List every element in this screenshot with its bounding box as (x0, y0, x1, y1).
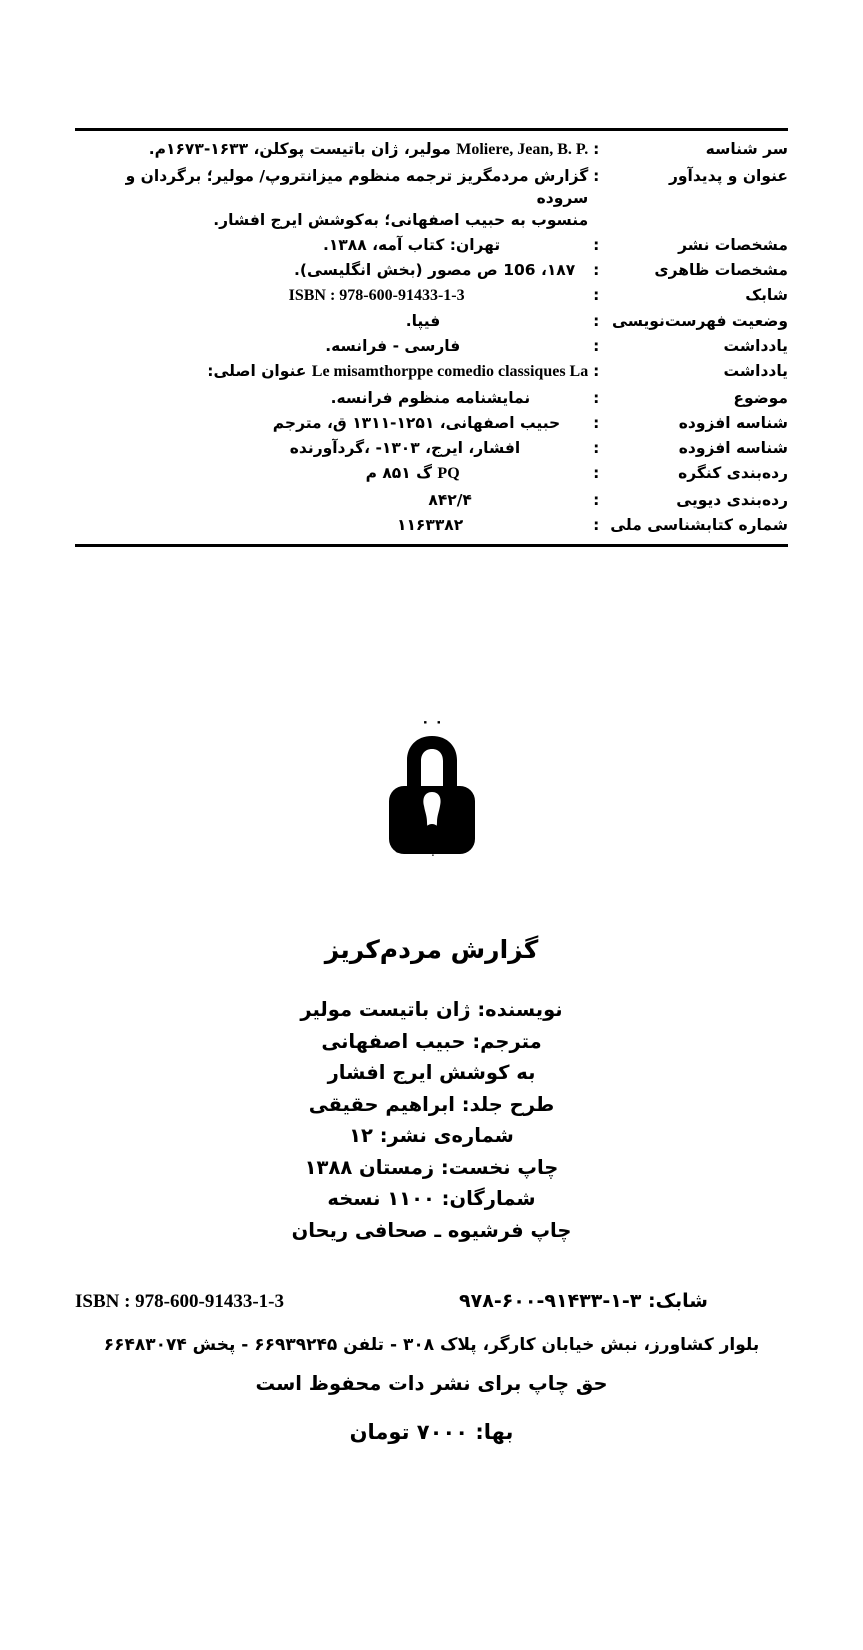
table-row (75, 309, 788, 334)
credit-cover-designer: طرح جلد: ابراهیم حقیقی (308, 1092, 555, 1116)
cip-colon: : (593, 515, 600, 534)
table-row (75, 488, 788, 513)
cip-top-rule (75, 128, 788, 131)
table-row (75, 233, 788, 258)
cip-colon: : (593, 260, 600, 279)
cip-label: رده‌بندی دیویی (676, 490, 788, 509)
cip-label: مشخصات ظاهری (654, 260, 788, 279)
cip-colon: : (593, 312, 600, 331)
cip-value: ۱۸۷، 106 ص مصور (بخش انگلیسی). (294, 260, 576, 279)
cip-value: ۸۴۲/۴ (428, 490, 472, 509)
table-row (75, 411, 788, 436)
page-title: گزارش مردم‌کریز (324, 935, 539, 964)
cip-colon: : (593, 337, 600, 356)
cip-value-persian: عنوان اصلی: (207, 362, 307, 381)
cip-table (75, 137, 788, 538)
cip-bottom-rule (75, 544, 788, 547)
cip-value (75, 283, 590, 310)
table-row (75, 386, 788, 411)
credit-printer-binder: چاپ فرشیوه ـ صحافی ریحان (291, 1219, 572, 1243)
cip-value: نمایشنامه منظوم فرانسه. (330, 389, 531, 408)
cip-value-original-title: Le misamthorppe comedio classiques La (311, 363, 589, 381)
credit-translator: مترجم: حبیب اصفهانی (321, 1029, 542, 1053)
colophon-block (0, 935, 863, 1247)
isbn-latin: ISBN : 978-600-91433-1-3 (75, 1291, 284, 1312)
registration-marks: ٠ ٠ (421, 714, 443, 730)
cip-label: یادداشت (723, 362, 788, 381)
cip-colon: : (593, 140, 600, 158)
publisher-address: بلوار کشاورز، نبش خیابان کارگر، پلاک ۳۰۸ - تلفن ۶۶۹۳۹۲۴۵ - پخش ۶۶۴۸۳۰۷۴ (103, 1335, 760, 1355)
cip-value (75, 164, 590, 233)
cip-value: افشار، ایرج، ۱۳۰۳- ،گردآورنده (289, 439, 521, 458)
table-row (75, 283, 788, 310)
cip-colon: : (593, 389, 600, 408)
cip-label: شماره کتابشناسی ملی (610, 515, 788, 534)
cip-colon: : (593, 285, 600, 304)
cip-label: موضوع (733, 389, 788, 408)
table-row (75, 461, 788, 488)
cip-label: شابک (745, 285, 788, 304)
cip-label: سر شناسه (705, 140, 788, 158)
cip-value: تهران: کتاب آمه، ۱۳۸۸. (322, 235, 501, 254)
cip-value-isbn: ISBN : 978-600-91433-1-3 (288, 286, 465, 304)
isbn-line (60, 1290, 788, 1313)
credit-author: نویسنده: ژان باتیست مولیر (300, 998, 563, 1021)
table-row (75, 359, 788, 386)
cip-label: شناسه افزوده (678, 439, 788, 458)
cip-value: فیپا. (405, 312, 441, 331)
credit-publication-number: شماره‌ی نشر: ۱۲ (349, 1124, 514, 1148)
table-row (75, 334, 788, 359)
cip-label: عنوان و پدیدآور (668, 166, 788, 185)
cip-value-lc-class: PQ (437, 465, 460, 483)
cip-value-persian: مولیر، ژان باتیست پوکلن، ۱۶۳۳-۱۶۷۳م. (148, 140, 451, 158)
cip-colon: : (593, 464, 600, 483)
table-row (75, 258, 788, 283)
cip-colon: : (593, 439, 600, 458)
cip-colon: : (593, 490, 600, 509)
cip-label: شناسه افزوده (678, 414, 788, 433)
table-row (75, 164, 788, 233)
isbn-persian: شابک: ۳-۱-۹۱۴۳۳-۶۰۰-۹۷۸ (459, 1290, 708, 1312)
cip-colon: : (593, 362, 600, 381)
cip-label: یادداشت (723, 337, 788, 356)
cip-value: ۱۱۶۳۳۸۲ (397, 515, 464, 534)
cip-value (75, 359, 590, 386)
table-row (75, 436, 788, 461)
publisher-logo-area (0, 700, 863, 858)
cip-label: رده‌بندی کنگره (678, 464, 788, 483)
table-row (75, 137, 788, 164)
cip-value-persian-2: منسوب به حبیب اصفهانی؛ به‌کوشش ایرج افشار. (213, 210, 589, 229)
cip-value-persian: گزارش مردمگریز ترجمه منظوم میزانتروپ/ مولیر؛ برگردان و سروده (125, 166, 589, 207)
cip-label: مشخصات نشر (678, 235, 788, 254)
cip-value (75, 137, 590, 164)
cip-value-latin: Moliere, Jean, B. P. (456, 141, 589, 158)
cip-value (75, 461, 590, 488)
credit-editor: به کوشش ایرج افشار (327, 1061, 536, 1085)
credit-first-edition: چاپ نخست: زمستان ۱۳۸۸ (304, 1155, 559, 1179)
publisher-name-caption: کتاب‌آمه (394, 836, 469, 858)
cip-value-persian: گ ۸۵۱ م (365, 464, 433, 483)
cip-colon: : (593, 235, 600, 254)
cip-value: حبیب اصفهانی، ۱۲۵۱-۱۳۱۱ ق، مترجم (272, 414, 561, 433)
cip-label: وضعیت فهرست‌نویسی (612, 312, 788, 331)
cip-catalogue-block (75, 128, 788, 547)
cip-value: فارسی - فرانسه. (325, 337, 461, 356)
credit-print-run: شمارگان: ۱۱۰۰ نسخه (327, 1187, 536, 1211)
cip-colon: : (593, 166, 600, 185)
table-row (75, 513, 788, 538)
cip-colon: : (593, 414, 600, 433)
copyright-notice: حق چاپ برای نشر دات محفوظ است (255, 1372, 608, 1395)
price-label: بها: ۷۰۰۰ تومان (349, 1420, 514, 1444)
